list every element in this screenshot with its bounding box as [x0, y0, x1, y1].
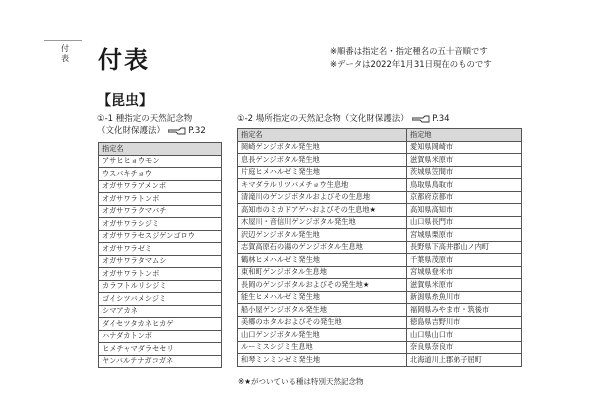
- location-name-cell: 山口ゲンジボタル発生地: [238, 329, 407, 342]
- table-row: [238, 191, 522, 204]
- side-label-1: 付: [61, 44, 69, 53]
- table-row: [238, 341, 522, 354]
- table-row: [99, 318, 222, 331]
- location-name-cell: 鶴林ヒメハルゼミ発生地: [238, 254, 407, 267]
- pointing-hand-icon: [168, 127, 186, 135]
- table-row: [99, 293, 222, 306]
- table-row: [238, 291, 522, 304]
- species-name-cell: ハナダカトンボ: [99, 330, 222, 343]
- side-rule: [44, 40, 82, 41]
- species-table: [98, 142, 222, 368]
- notes: [330, 45, 492, 71]
- note-date: ※データは2022年1月31日現在のものです: [330, 59, 492, 69]
- location-name-cell: 東和町ゲンジボタル生息地: [238, 266, 407, 279]
- location-place-cell: 宮城県登米市: [407, 266, 522, 279]
- table-row: [99, 180, 222, 193]
- table-row: [238, 266, 522, 279]
- table1-header: 指定名: [99, 143, 222, 156]
- note-order: ※順番は指定名・指定種名の五十音順です: [330, 46, 488, 56]
- table2-heading: [237, 113, 450, 125]
- table-row: [99, 218, 222, 231]
- pointing-hand-icon: [412, 115, 430, 123]
- species-name-cell: アサヒヒョウモン: [99, 155, 222, 168]
- location-place-cell: 山口県長門市: [407, 216, 522, 229]
- side-label-2: 表: [61, 54, 69, 63]
- location-name-cell: ルーミスシジミ生息地: [238, 341, 407, 354]
- table-row: [238, 166, 522, 179]
- species-name-cell: ヒメチャマダラセセリ: [99, 343, 222, 356]
- location-place-cell: 長野県下高井郡山ノ内町: [407, 241, 522, 254]
- location-name-cell: 長岡のゲンジボタルおよびその発生地★: [238, 279, 407, 292]
- species-name-cell: オガサワラゼミ: [99, 243, 222, 256]
- table-row: [99, 255, 222, 268]
- location-place-cell: 山口県山口市: [407, 329, 522, 342]
- location-name-cell: 岡崎ゲンジボタル発生地: [238, 141, 407, 154]
- section-heading: 【昆虫】: [97, 93, 153, 109]
- species-name-cell: オガサワラタマムシ: [99, 255, 222, 268]
- table-row: [238, 279, 522, 292]
- location-place-cell: 宮城県栗原市: [407, 229, 522, 242]
- location-place-cell: 新潟県糸魚川市: [407, 291, 522, 304]
- location-name-cell: 船小屋ゲンジボタル発生地: [238, 304, 407, 317]
- location-place-cell: 奈良県奈良市: [407, 341, 522, 354]
- table1-heading-line2: [97, 125, 206, 137]
- table-row: [99, 168, 222, 181]
- location-place-cell: 茨城県笠間市: [407, 166, 522, 179]
- location-name-cell: 和琴ミンミンゼミ発生地: [238, 354, 407, 367]
- location-name-cell: 木屋川・音信川ゲンジボタル発生地: [238, 216, 407, 229]
- table-row: [238, 354, 522, 367]
- table-row: [99, 355, 222, 368]
- table-row: [99, 205, 222, 218]
- table-row: [99, 343, 222, 356]
- location-place-cell: 滋賀県米原市: [407, 154, 522, 167]
- table-row: [238, 179, 522, 192]
- species-name-cell: シマアカネ: [99, 305, 222, 318]
- location-name-cell: 息長ゲンジボタル発生地: [238, 154, 407, 167]
- table-row: [99, 268, 222, 281]
- table-row: [238, 229, 522, 242]
- species-name-cell: ダイセツタカネヒカゲ: [99, 318, 222, 331]
- table-row: [238, 316, 522, 329]
- location-name-cell: 沢辺ゲンジボタル発生地: [238, 229, 407, 242]
- location-place-cell: 愛知県岡崎市: [407, 141, 522, 154]
- species-name-cell: オガサワラクマバチ: [99, 205, 222, 218]
- table-row: [238, 141, 522, 154]
- table-row: [99, 230, 222, 243]
- table-row: [238, 154, 522, 167]
- page-title: 付表: [98, 46, 150, 74]
- species-name-cell: オガサワラアメンボ: [99, 180, 222, 193]
- table-row: [99, 330, 222, 343]
- location-place-cell: 北海道川上郡弟子屈町: [407, 354, 522, 367]
- location-place-cell: 高知県高知市: [407, 204, 522, 217]
- side-label: [50, 44, 80, 64]
- table-row: [238, 304, 522, 317]
- table-row: [238, 241, 522, 254]
- table-row: [99, 243, 222, 256]
- table-row: [238, 254, 522, 267]
- species-name-cell: ゴイシツバメシジミ: [99, 293, 222, 306]
- table-row: [238, 216, 522, 229]
- species-name-cell: オガサワラシジミ: [99, 218, 222, 231]
- table-row: [99, 305, 222, 318]
- table-row: [238, 204, 522, 217]
- location-name-cell: 清滝川のゲンジボタルおよびその生息地: [238, 191, 407, 204]
- species-name-cell: オガサワラセスジゲンゴロウ: [99, 230, 222, 243]
- species-name-cell: オガサワラトンボ: [99, 268, 222, 281]
- table1-heading: [97, 113, 206, 137]
- table-row: [99, 155, 222, 168]
- table1-heading-law: （文化財保護法）: [97, 126, 166, 136]
- species-name-cell: ヤンバルテナガコガネ: [99, 355, 222, 368]
- footnote: ※★がついている種は特別天然記念物: [238, 377, 364, 386]
- location-place-cell: 鳥取県鳥取市: [407, 179, 522, 192]
- location-place-cell: 福岡県みやま市・筑後市: [407, 304, 522, 317]
- location-place-cell: 千葉県茂原市: [407, 254, 522, 267]
- table1-ref: P.32: [188, 126, 206, 136]
- species-name-cell: カラフトルリシジミ: [99, 280, 222, 293]
- location-place-cell: 徳島県吉野川市: [407, 316, 522, 329]
- species-name-cell: ウスバキチョウ: [99, 168, 222, 181]
- location-name-cell: キマダラルリツバメチョウ生息地: [238, 179, 407, 192]
- table-row: [99, 280, 222, 293]
- table2-header-place: 指定地: [407, 129, 522, 142]
- table-row: [99, 193, 222, 206]
- location-name-cell: 美郷のホタルおよびその発生地: [238, 316, 407, 329]
- species-name-cell: オガサワラトンボ: [99, 193, 222, 206]
- location-name-cell: 片庭ヒメハルゼミ発生地: [238, 166, 407, 179]
- location-place-cell: 京都府京都市: [407, 191, 522, 204]
- table2-heading-text: ①-2 場所指定の天然記念物（文化財保護法）: [237, 114, 409, 124]
- location-name-cell: 能生ヒメハルゼミ発生地: [238, 291, 407, 304]
- table-row: [238, 329, 522, 342]
- location-table: [237, 128, 522, 367]
- location-place-cell: 滋賀県米原市: [407, 279, 522, 292]
- location-name-cell: 高知市のミカドアゲハおよびその生息地★: [238, 204, 407, 217]
- table2-ref: P.34: [432, 114, 450, 124]
- table2-header-name: 指定名: [238, 129, 407, 142]
- location-name-cell: 志賀高原石の湯のゲンジボタル生息地: [238, 241, 407, 254]
- table1-heading-line1: ①-1 種指定の天然記念物: [97, 114, 193, 124]
